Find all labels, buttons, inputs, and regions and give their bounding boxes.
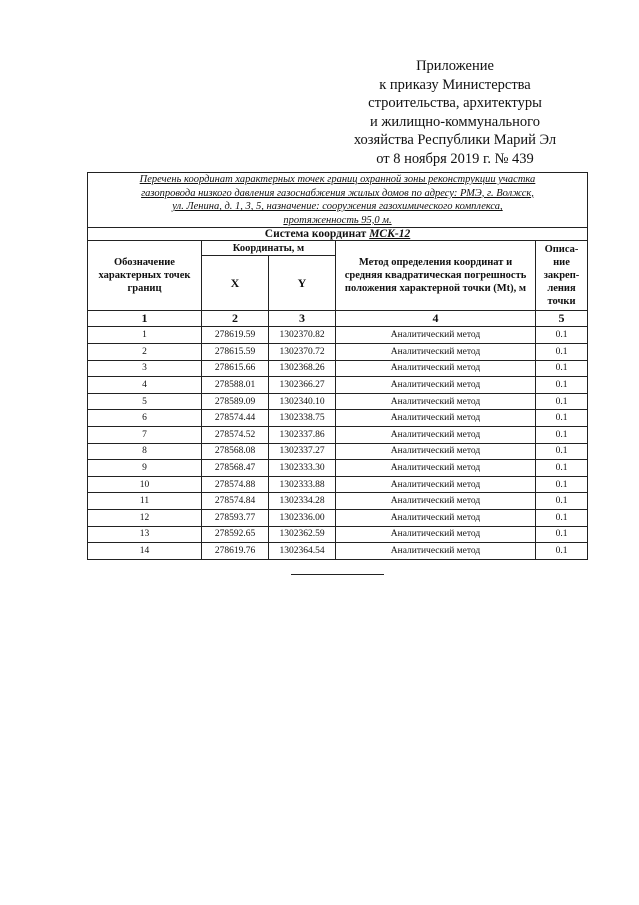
x-coordinate-cell: 278588.01 — [202, 377, 269, 394]
table-row — [88, 493, 588, 510]
coordinate-system-label: Система координат — [264, 228, 367, 241]
y-coordinate-cell: 1302362.59 — [269, 526, 336, 543]
x-coordinate-cell: 278568.08 — [202, 443, 269, 460]
closing-line — [291, 574, 384, 575]
point-number-cell: 5 — [88, 393, 202, 410]
header-description-line: Описа- — [544, 244, 579, 256]
y-coordinate-cell: 1302333.30 — [269, 460, 336, 477]
table-row — [88, 476, 588, 493]
caption-line: протяженность 95,0 м. — [283, 214, 392, 226]
header-description-line: ние — [553, 257, 570, 269]
table-row — [88, 360, 588, 377]
accuracy-cell: 0.1 — [536, 426, 588, 443]
y-coordinate-cell: 1302336.00 — [269, 509, 336, 526]
table-row — [88, 410, 588, 427]
header-line: к приказу Министерства — [379, 76, 531, 93]
point-number-cell: 9 — [88, 460, 202, 477]
coordinates-table — [87, 172, 588, 560]
header-coordinates: Координаты, м — [202, 241, 336, 256]
method-cell: Аналитический метод — [336, 443, 536, 460]
table-row — [88, 460, 588, 477]
table-caption-row — [88, 173, 588, 228]
x-coordinate-cell: 278619.59 — [202, 327, 269, 344]
method-cell: Аналитический метод — [336, 327, 536, 344]
header-designation: Обозначение характерных точек границ — [88, 241, 202, 311]
y-coordinate-cell: 1302337.86 — [269, 426, 336, 443]
point-number-cell: 4 — [88, 377, 202, 394]
point-number-cell: 3 — [88, 360, 202, 377]
header-y: Y — [269, 256, 336, 311]
x-coordinate-cell: 278574.84 — [202, 493, 269, 510]
point-number-cell: 1 — [88, 327, 202, 344]
header-x: X — [202, 256, 269, 311]
accuracy-cell: 0.1 — [536, 377, 588, 394]
method-cell: Аналитический метод — [336, 509, 536, 526]
y-coordinate-cell: 1302370.82 — [269, 327, 336, 344]
point-number-cell: 14 — [88, 543, 202, 560]
table-row — [88, 526, 588, 543]
y-coordinate-cell: 1302333.88 — [269, 476, 336, 493]
method-cell: Аналитический метод — [336, 526, 536, 543]
method-cell: Аналитический метод — [336, 360, 536, 377]
header-line: Приложение — [416, 58, 494, 74]
column-number: 3 — [269, 311, 336, 327]
header-description — [536, 241, 588, 311]
column-number-row — [88, 311, 588, 327]
method-cell: Аналитический метод — [336, 377, 536, 394]
y-coordinate-cell: 1302364.54 — [269, 543, 336, 560]
method-cell: Аналитический метод — [336, 343, 536, 360]
table-row — [88, 377, 588, 394]
method-cell: Аналитический метод — [336, 410, 536, 427]
table-row — [88, 543, 588, 560]
method-cell: Аналитический метод — [336, 426, 536, 443]
y-coordinate-cell: 1302337.27 — [269, 443, 336, 460]
header-line: строительства, архитектуры — [368, 95, 542, 111]
column-number: 2 — [202, 311, 269, 327]
x-coordinate-cell: 278615.59 — [202, 343, 269, 360]
x-coordinate-cell: 278574.52 — [202, 426, 269, 443]
point-number-cell: 13 — [88, 526, 202, 543]
method-cell: Аналитический метод — [336, 543, 536, 560]
header-description-line: ления — [547, 283, 576, 295]
table-row — [88, 443, 588, 460]
accuracy-cell: 0.1 — [536, 393, 588, 410]
method-cell: Аналитический метод — [336, 460, 536, 477]
table-row — [88, 327, 588, 344]
caption-line: Перечень координат характерных точек границ охранной зоны реконструкции участка — [139, 174, 536, 185]
header-row-top — [88, 241, 588, 256]
header-method: Метод определения координат и средняя квадратическая погрешность положения характерной точки (Mt), м — [336, 241, 536, 311]
x-coordinate-cell: 278568.47 — [202, 460, 269, 477]
coordinate-system-name: МСК-12 — [369, 228, 411, 241]
table-row — [88, 343, 588, 360]
point-number-cell: 2 — [88, 343, 202, 360]
appendix-header — [330, 57, 580, 168]
header-line: от 8 ноября 2019 г. № 439 — [376, 150, 534, 167]
coordinate-system-row — [88, 228, 588, 241]
x-coordinate-cell: 278589.09 — [202, 393, 269, 410]
header-line: хозяйства Республики Марий Эл — [353, 132, 557, 148]
point-number-cell: 8 — [88, 443, 202, 460]
x-coordinate-cell: 278619.76 — [202, 543, 269, 560]
accuracy-cell: 0.1 — [536, 543, 588, 560]
x-coordinate-cell: 278593.77 — [202, 509, 269, 526]
x-coordinate-cell: 278592.65 — [202, 526, 269, 543]
caption-line: ул. Ленина, д. 1, 3, 5, назначение: сооружения газохимического комплекса, — [172, 201, 503, 213]
method-cell: Аналитический метод — [336, 476, 536, 493]
table-row — [88, 426, 588, 443]
caption-line: газопровода низкого давления газоснабжения жилых домов по адресу: РМЭ, г. Волжск, — [141, 187, 534, 199]
accuracy-cell: 0.1 — [536, 343, 588, 360]
method-cell: Аналитический метод — [336, 493, 536, 510]
accuracy-cell: 0.1 — [536, 476, 588, 493]
point-number-cell: 12 — [88, 509, 202, 526]
method-cell: Аналитический метод — [336, 393, 536, 410]
y-coordinate-cell: 1302366.27 — [269, 377, 336, 394]
point-number-cell: 10 — [88, 476, 202, 493]
column-number: 4 — [336, 311, 536, 327]
accuracy-cell: 0.1 — [536, 509, 588, 526]
x-coordinate-cell: 278574.44 — [202, 410, 269, 427]
header-description-line: закреп- — [543, 270, 580, 282]
x-coordinate-cell: 278574.88 — [202, 476, 269, 493]
coordinate-system — [88, 228, 588, 241]
accuracy-cell: 0.1 — [536, 410, 588, 427]
column-number: 1 — [88, 311, 202, 327]
y-coordinate-cell: 1302370.72 — [269, 343, 336, 360]
header-line: и жилищно-коммунального — [369, 113, 541, 130]
accuracy-cell: 0.1 — [536, 460, 588, 477]
accuracy-cell: 0.1 — [536, 493, 588, 510]
table-caption — [88, 173, 588, 228]
accuracy-cell: 0.1 — [536, 360, 588, 377]
accuracy-cell: 0.1 — [536, 327, 588, 344]
point-number-cell: 7 — [88, 426, 202, 443]
table-row — [88, 393, 588, 410]
y-coordinate-cell: 1302368.26 — [269, 360, 336, 377]
column-number: 5 — [536, 311, 588, 327]
accuracy-cell: 0.1 — [536, 526, 588, 543]
y-coordinate-cell: 1302334.28 — [269, 493, 336, 510]
y-coordinate-cell: 1302338.75 — [269, 410, 336, 427]
header-description-line: точки — [547, 296, 576, 308]
point-number-cell: 11 — [88, 493, 202, 510]
table-row — [88, 509, 588, 526]
accuracy-cell: 0.1 — [536, 443, 588, 460]
x-coordinate-cell: 278615.66 — [202, 360, 269, 377]
y-coordinate-cell: 1302340.10 — [269, 393, 336, 410]
point-number-cell: 6 — [88, 410, 202, 427]
